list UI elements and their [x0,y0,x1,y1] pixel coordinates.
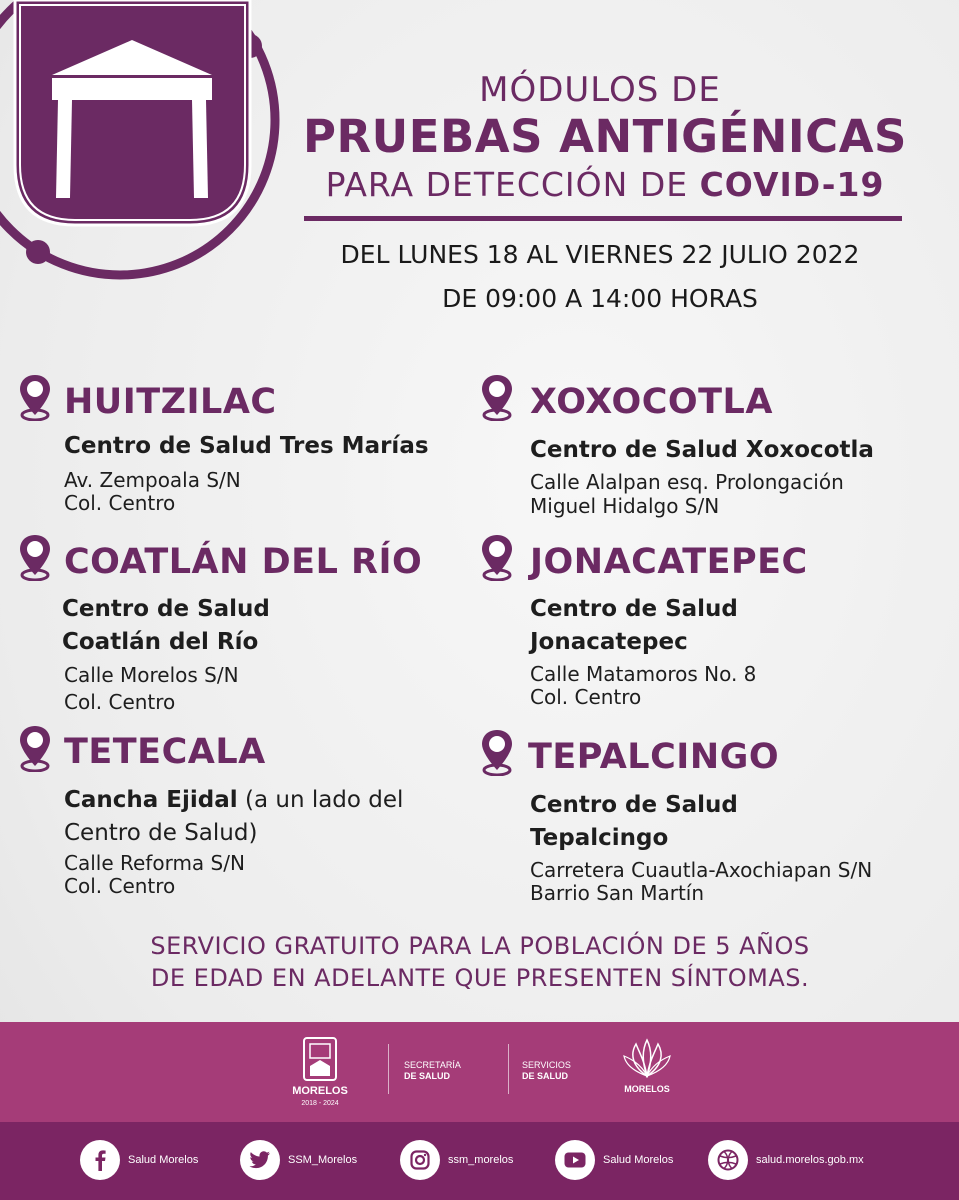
social-twitter[interactable] [240,1139,357,1181]
title-line-3-bold: COVID-19 [699,165,885,204]
location-pin-icon [480,373,514,421]
morelos-logo-years: 2018 - 2024 [301,1100,339,1107]
location-place-line-2: Jonacatepec [530,629,688,655]
location-address-line: Av. Zempoala S/N [64,468,241,492]
location-place-line-2: Centro de Salud) [64,820,258,846]
title-line-1: MÓDULOS DE [479,70,721,110]
social-label: Salud Morelos [603,1154,674,1166]
location-name: COATLÁN DEL RÍO [64,542,423,582]
location-name: HUITZILAC [64,382,277,422]
servicios-logo [522,1060,571,1082]
social-label: SSM_Morelos [288,1154,358,1166]
location-address-line: Col. Centro [64,874,176,898]
social-label: ssm_morelos [448,1154,514,1166]
location-address-line: Miguel Hidalgo S/N [530,494,720,518]
location-pin-icon [18,533,52,581]
location-place: Centro de Salud [62,596,270,622]
location-address-line: Barrio San Martín [530,881,705,905]
title-line-3 [300,165,910,204]
location-address-line: Col. Centro [64,690,176,714]
facebook-icon [80,1140,120,1180]
location-pin-icon [18,373,52,421]
location-address-line: Calle Reforma S/N [64,851,245,875]
social-instagram[interactable] [400,1139,513,1181]
service-note [20,930,940,994]
footer-social-band [0,1122,959,1200]
location-address-line: Calle Matamoros No. 8 [530,662,757,686]
location-place: Centro de Salud Xoxocotla [530,437,874,463]
servicios-line-1: SERVICIOS [522,1060,571,1070]
location-pin-icon [480,533,514,581]
morelos-coat-of-arms-icon [302,1036,338,1082]
title-divider [304,216,902,221]
social-youtube[interactable] [555,1139,673,1181]
location-place: Centro de Salud [530,596,738,622]
morelos-logo-label [289,1086,351,1109]
location-address-line: Calle Alalpan esq. Prolongación [530,470,844,494]
footer-logos-band [0,1022,959,1122]
youtube-icon [555,1140,595,1180]
location-name: TEPALCINGO [528,737,780,777]
servicios-line-2: DE SALUD [522,1071,569,1081]
location-place-line-2: Tepalcingo [530,825,669,851]
social-label: Salud Morelos [128,1154,199,1166]
secretaria-logo [404,1060,461,1082]
location-place [64,784,403,817]
location-place-bold: Cancha Ejidal [64,787,238,813]
service-line-1: SERVICIO GRATUITO PARA LA POBLACIÓN DE 5 AÑOS [150,932,810,960]
morelos-brand-label: MORELOS [624,1084,670,1094]
location-place: Centro de Salud [530,792,738,818]
secretaria-line-2: DE SALUD [404,1071,451,1081]
morelos-logo-title: MORELOS [292,1085,348,1097]
footer-divider [388,1044,389,1094]
instagram-icon [400,1140,440,1180]
secretaria-line-1: SECRETARÍA [404,1060,461,1070]
service-line-2: DE EDAD EN ADELANTE QUE PRESENTEN SÍNTOMAS. [150,964,810,992]
location-address-line: Col. Centro [530,685,642,709]
dates-text: DEL LUNES 18 AL VIERNES 22 JULIO 2022 [340,240,860,269]
location-name: JONACATEPEC [530,542,808,582]
social-facebook[interactable] [80,1139,198,1181]
twitter-icon [240,1140,280,1180]
location-pin-icon [18,724,52,772]
location-place-extra: (a un lado del [237,787,404,813]
tent-logo [0,0,280,280]
location-address-line: Calle Morelos S/N [64,663,239,687]
location-place: Centro de Salud Tres Marías [64,433,429,459]
title-line-3-prefix: PARA DETECCIÓN DE [325,165,689,204]
morelos-brand-icon [622,1036,672,1082]
hours-text: DE 09:00 A 14:00 HORAS [442,284,758,313]
location-name: XOXOCOTLA [530,382,773,422]
footer-divider [508,1044,509,1094]
location-address-line: Col. Centro [64,491,176,515]
social-label: salud.morelos.gob.mx [756,1154,864,1166]
web-icon [708,1140,748,1180]
location-pin-icon [480,728,514,776]
location-address-line: Carretera Cuautla-Axochiapan S/N [530,858,873,882]
title-line-2: PRUEBAS ANTIGÉNICAS [303,110,907,163]
social-web[interactable] [708,1139,864,1181]
location-place-line-2: Coatlán del Río [62,629,259,655]
location-name: TETECALA [64,732,266,772]
